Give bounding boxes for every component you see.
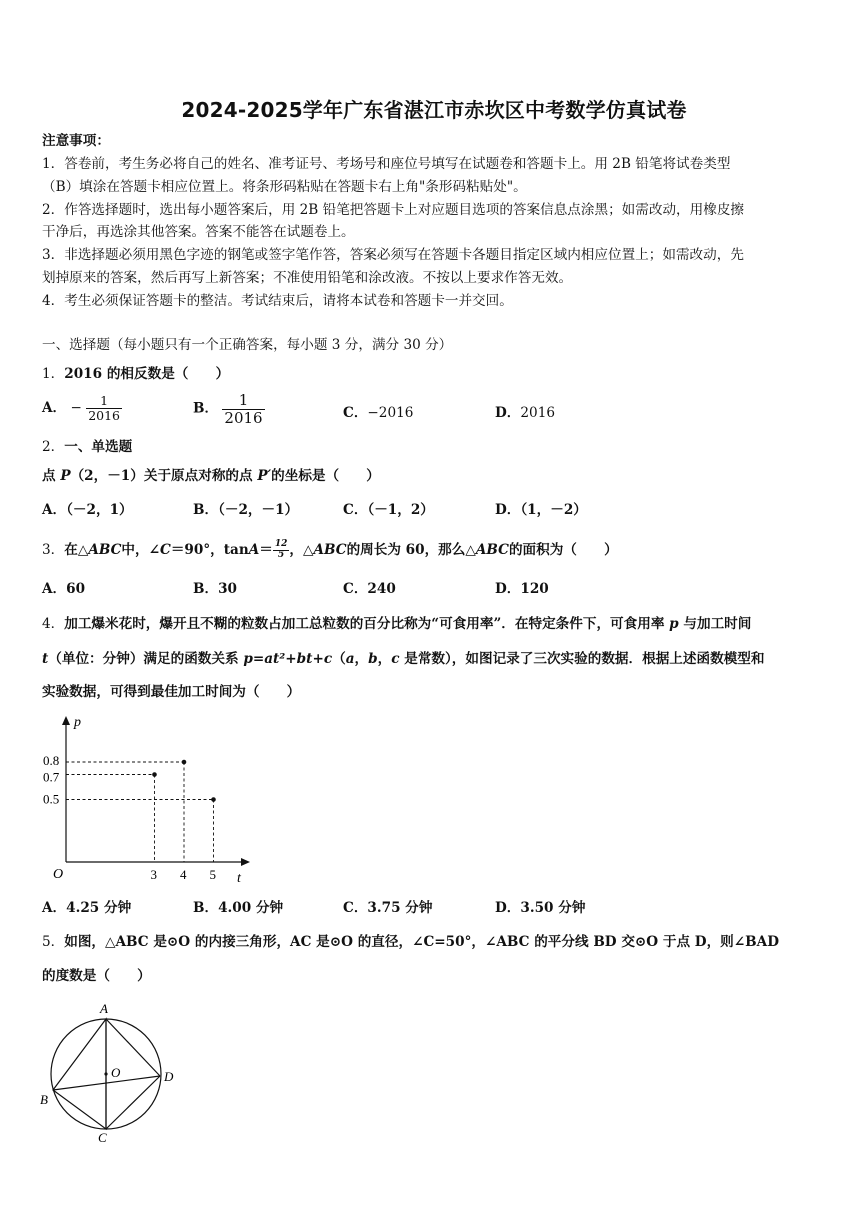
option-label: B．: [193, 400, 219, 417]
question-number: 5．: [42, 934, 65, 950]
fraction-denominator: 5: [277, 549, 285, 560]
stem-text: 与加工时间: [678, 616, 752, 632]
y-tick-label: 0.8: [43, 753, 60, 768]
fraction: [222, 392, 264, 426]
fraction-numerator: 1: [222, 392, 264, 410]
option-a: A．（－2，1）: [42, 502, 133, 518]
fraction-numerator: 1: [86, 394, 122, 409]
option-c: C．（－1，2）: [343, 502, 434, 518]
stem-text: ＝: [259, 541, 273, 558]
question-subtitle: 一、单选题: [64, 439, 133, 455]
triangle-name: ABC: [88, 541, 122, 558]
y-axis-label: p: [74, 715, 81, 730]
label-a: A: [100, 1001, 108, 1016]
question-4-line-3: 实验数据，可得到最佳加工时间为（ ）: [42, 684, 301, 700]
question-stem: [64, 539, 618, 560]
question-3: [42, 540, 618, 561]
point-p-prime: P′: [257, 468, 272, 484]
circle-diagram: [36, 998, 186, 1148]
origin-label: O: [53, 867, 64, 882]
stem-text: ，: [354, 651, 369, 667]
notice-line: 2．作答选择题时，选出每小题答案后，用 2B 铅笔把答题卡上对应题目选项的答案信息点涂黑；如需改动，用橡皮擦: [42, 202, 745, 218]
stem-text: （: [332, 651, 346, 667]
option-a: A．60: [42, 581, 86, 597]
notice-line: 干净后，再选涂其他答案。答案不能答在试题卷上。: [42, 224, 355, 240]
triangle-name: ABC: [313, 541, 347, 558]
stem-text: 在△: [64, 541, 89, 558]
fraction-denominator: 2016: [224, 408, 263, 427]
option-d: D．120: [495, 581, 549, 597]
notice-line: 划掉原来的答案，然后再写上新答案；不准使用铅笔和涂改液。不按以上要求作答无效。: [42, 270, 573, 286]
center-dot: [104, 1072, 107, 1075]
stem-text: （单位：分钟）满足的函数关系: [48, 651, 244, 667]
stem-text: （2，－1）关于原点对称的点: [70, 468, 258, 484]
scatter-chart: [36, 712, 266, 888]
question-number: 4．: [42, 616, 65, 632]
option-c: C．3.75 分钟: [343, 900, 433, 916]
label-c: C: [98, 1130, 107, 1145]
option-b: [193, 392, 265, 426]
x-axis-arrow: [241, 858, 250, 866]
question-number: 2．: [42, 439, 65, 455]
fraction-denominator: 2016: [88, 407, 121, 423]
variable-p: p: [669, 616, 679, 632]
data-point: [152, 772, 157, 777]
triangle-abc: [53, 1019, 106, 1129]
stem-text: ，△: [289, 541, 314, 558]
option-label: A．: [42, 399, 67, 416]
notice-line: （B）填涂在答题卡相应位置上。将条形码粘贴在答题卡右上角"条形码粘贴处"。: [42, 179, 527, 195]
question-number: 1．: [42, 366, 65, 382]
y-axis-arrow: [62, 716, 70, 725]
question-5-line-1: [42, 933, 779, 951]
option-c: C．240: [343, 581, 396, 597]
notice-line: 3．非选择题必须用黑色字迹的钢笔或签字笔作答，答案必须写在答题卡各题目指定区域内相应位置上；如需改动，先: [42, 247, 744, 263]
x-tick-label: 5: [209, 867, 216, 882]
option-text: −2016: [367, 405, 414, 421]
stem-text: 的面积为（ ）: [508, 541, 618, 558]
page-title: 2024-2025学年广东省湛江市赤坎区中考数学仿真试卷: [181, 98, 687, 122]
stem-text: 是常数），如图记录了三次实验的数据．根据上述函数模型和: [399, 651, 765, 667]
option-a: A．4.25 分钟: [42, 900, 132, 916]
triangle-name: ABC: [475, 541, 509, 558]
point-p: P: [60, 468, 71, 484]
question-4-line-1: [42, 615, 751, 633]
stem-text: 点: [42, 468, 61, 484]
option-b: B．4.00 分钟: [193, 900, 284, 916]
option-c: [343, 404, 413, 422]
formula: p=at²+bt+c: [243, 651, 333, 667]
stem-text: 加工爆米花时，爆开且不糊的粒数占加工总粒数的百分比称为“可食用率”．在特定条件下，可食用率: [64, 616, 670, 632]
segment-cd: [106, 1076, 160, 1129]
variable-a: a: [345, 651, 355, 667]
question-stem: 2016 的相反数是（ ）: [64, 366, 230, 382]
data-point: [182, 760, 187, 765]
question-1: [42, 365, 229, 383]
x-tick-label: 3: [150, 867, 157, 882]
option-text: 2016: [520, 405, 555, 421]
notice-heading: 注意事项：: [42, 133, 110, 149]
option-d: [495, 404, 555, 422]
stem-text: 的周长为 60，那么△: [346, 541, 476, 558]
fraction: [273, 540, 290, 561]
question-stem: [42, 467, 380, 485]
option-b: B．（－2，－1）: [193, 502, 299, 518]
question-number: 3．: [42, 541, 65, 558]
option-d: D．3.50 分钟: [495, 900, 586, 916]
question-4-line-2: [42, 650, 764, 668]
stem-text: 中，∠: [121, 541, 160, 558]
stem-text: ，: [377, 651, 392, 667]
section-heading: 一、选择题（每小题只有一个正确答案，每小题 3 分，满分 30 分）: [42, 337, 453, 353]
question-5-line-2: 的度数是（ ）: [42, 968, 151, 984]
question-2: [42, 438, 132, 456]
variable-t: t: [42, 651, 49, 667]
x-tick-label: 4: [180, 867, 187, 882]
y-tick-label: 0.7: [43, 769, 60, 785]
option-label: D．: [495, 405, 521, 421]
fraction-numerator: 12: [274, 539, 288, 549]
label-o: O: [111, 1065, 121, 1080]
stem-text: 如图，△ABC 是⊙O 的内接三角形，AC 是⊙O 的直径，∠C=50°，∠ABC 的平分线 BD 交⊙O 于点 D，则∠BAD: [64, 934, 779, 950]
angle-vertex: A: [248, 541, 260, 558]
variable-b: b: [368, 651, 378, 667]
stem-text: 的坐标是（ ）: [271, 468, 380, 484]
stem-text: ＝90°，tan: [170, 541, 249, 558]
label-d: D: [164, 1069, 174, 1084]
x-axis-label: t: [237, 871, 241, 886]
variable-c: c: [391, 651, 400, 667]
y-tick-label: 0.5: [43, 791, 60, 807]
fraction: [86, 394, 122, 423]
angle-vertex: C: [160, 541, 171, 558]
minus-sign: −: [70, 399, 82, 416]
option-label: C．: [343, 405, 368, 421]
notice-line: 1．答卷前，考生务必将自己的姓名、准考证号、考场号和座位号填写在试题卷和答题卡上。用 2B 铅笔将试卷类型: [42, 156, 731, 172]
option-d: D．（1，－2）: [495, 502, 587, 518]
label-b: B: [40, 1092, 48, 1107]
option-b: B．30: [193, 581, 238, 597]
option-a: [42, 394, 122, 423]
data-point: [211, 797, 216, 802]
notice-line: 4．考生必须保证答题卡的整洁。考试结束后，请将本试卷和答题卡一并交回。: [42, 293, 513, 309]
